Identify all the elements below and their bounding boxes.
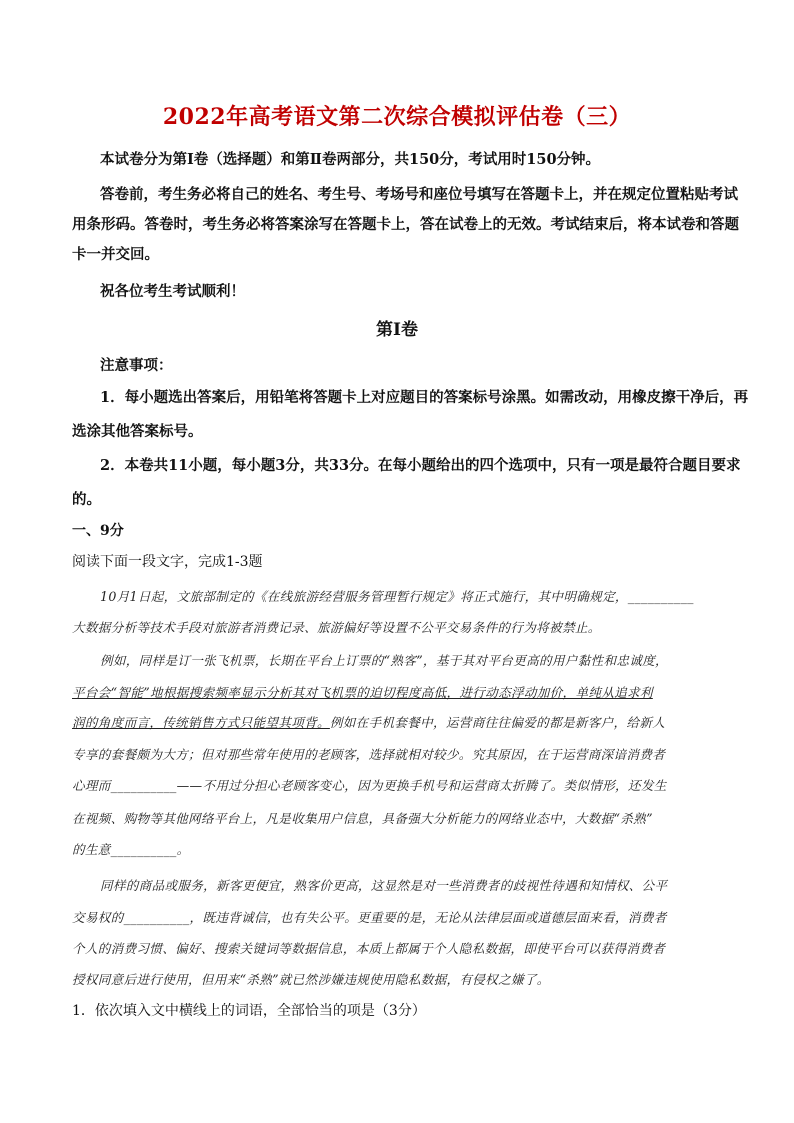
passage-p3-line-2: 交易权的__________，既违背诚信，也有失公平。更重要的是，无论从法律层面或道德层面来看，消费者 [72,910,667,925]
passage-p3-line-4: 授权同意后进行使用，但用来“杀熟”就已然涉嫌违规使用隐私数据，有侵权之嫌了。 [72,972,550,987]
intro-line-3: 用条形码。答卷时，考生务必将答案涂写在答题卡上，答在试卷上的无效。考试结束后，将本试卷和答题 [72,216,739,233]
intro-line-1: 本试卷分为第Ⅰ卷（选择题）和第Ⅱ卷两部分，共150分，考试用时150分钟。 [100,151,601,168]
passage-p3-line-1: 同样的商品或服务，新客更便宜，熟客价更高，这显然是对一些消费者的歧视性待遇和知情权、公平 [100,878,668,893]
passage-p2-line-4: 专享的套餐颇为大方；但对那些常年使用的老顾客，选择就相对较少。究其原因，在于运营商深谙消费者 [72,747,666,762]
exam-title: 2022年高考语文第二次综合模拟评估卷（三） [162,104,632,130]
notes-label: 注意事项： [100,357,173,374]
intro-line-2: 答卷前，考生务必将自己的姓名、考生号、考场号和座位号填写在答题卡上，并在规定位置粘贴考试 [100,186,738,203]
passage-p1-line-2: 大数据分析等技术手段对旅游者消费记录、旅游偏好等设置不公平交易条件的行为将被禁止。 [72,620,601,635]
passage-p2-line-3-rest: 例如在手机套餐中，运营商往往偏爱的都是新客户，给新人 [329,715,666,730]
note-1-line-1: 1．每小题选出答案后，用铅笔将答题卡上对应题目的答案标号涂黑。如需改动，用橡皮擦干净后，再 [100,389,749,406]
note-2-line-2: 的。 [72,491,101,508]
intro-line-5: 祝各位考生考试顺利！ [100,283,245,300]
intro-line-4: 卡一并交回。 [72,246,159,263]
passage-p2-line-3 [72,712,665,731]
question-1-stem: 1．依次填入文中横线上的词语，全部恰当的项是（3分） [72,1003,426,1019]
section-heading: 第Ⅰ卷 [376,320,418,340]
note-2-line-1: 2．本卷共11小题，每小题3分，共33分。在每小题给出的四个选项中，只有一项是最符合题目要求 [100,457,741,474]
passage-p2-line-3-underlined: 润的角度而言，传统销售方式只能望其项背。 [72,715,330,730]
passage-p2-line-5: 心理而__________——不用过分担心老顾客变心，因为更换手机号和运营商太折腾了。类似情形，还发生 [72,778,667,793]
part-heading: 一、9分 [72,523,124,539]
passage-p2-line-6: 在视频、购物等其他网络平台上，凡是收集用户信息，具备强大分析能力的网络业态中，大数据“杀熟” [72,811,653,826]
passage-p2-line-7: 的生意__________。 [72,842,190,857]
passage-p2-line-2-underlined: 平台会“智能”地根据搜索频率显示分析其对飞机票的迫切程度高低，进行动态浮动加价，单纯从追求利 [72,685,653,700]
passage-p2-line-1: 例如，同样是订一张飞机票，长期在平台上订票的“熟客”，基于其对平台更高的用户黏性和忠诚度， [100,653,668,668]
part-instruction: 阅读下面一段文字，完成1-3题 [72,554,263,570]
passage-p1-line-1: 10月1日起，文旅部制定的《在线旅游经营服务管理暂行规定》将正式施行，其中明确规定，__________ [100,589,694,604]
passage-p3-line-3: 个人的消费习惯、偏好、搜索关键词等数据信息，本质上都属于个人隐私数据，即使平台可以获得消费者 [72,941,666,956]
note-1-line-2: 选涂其他答案标号。 [72,423,203,440]
